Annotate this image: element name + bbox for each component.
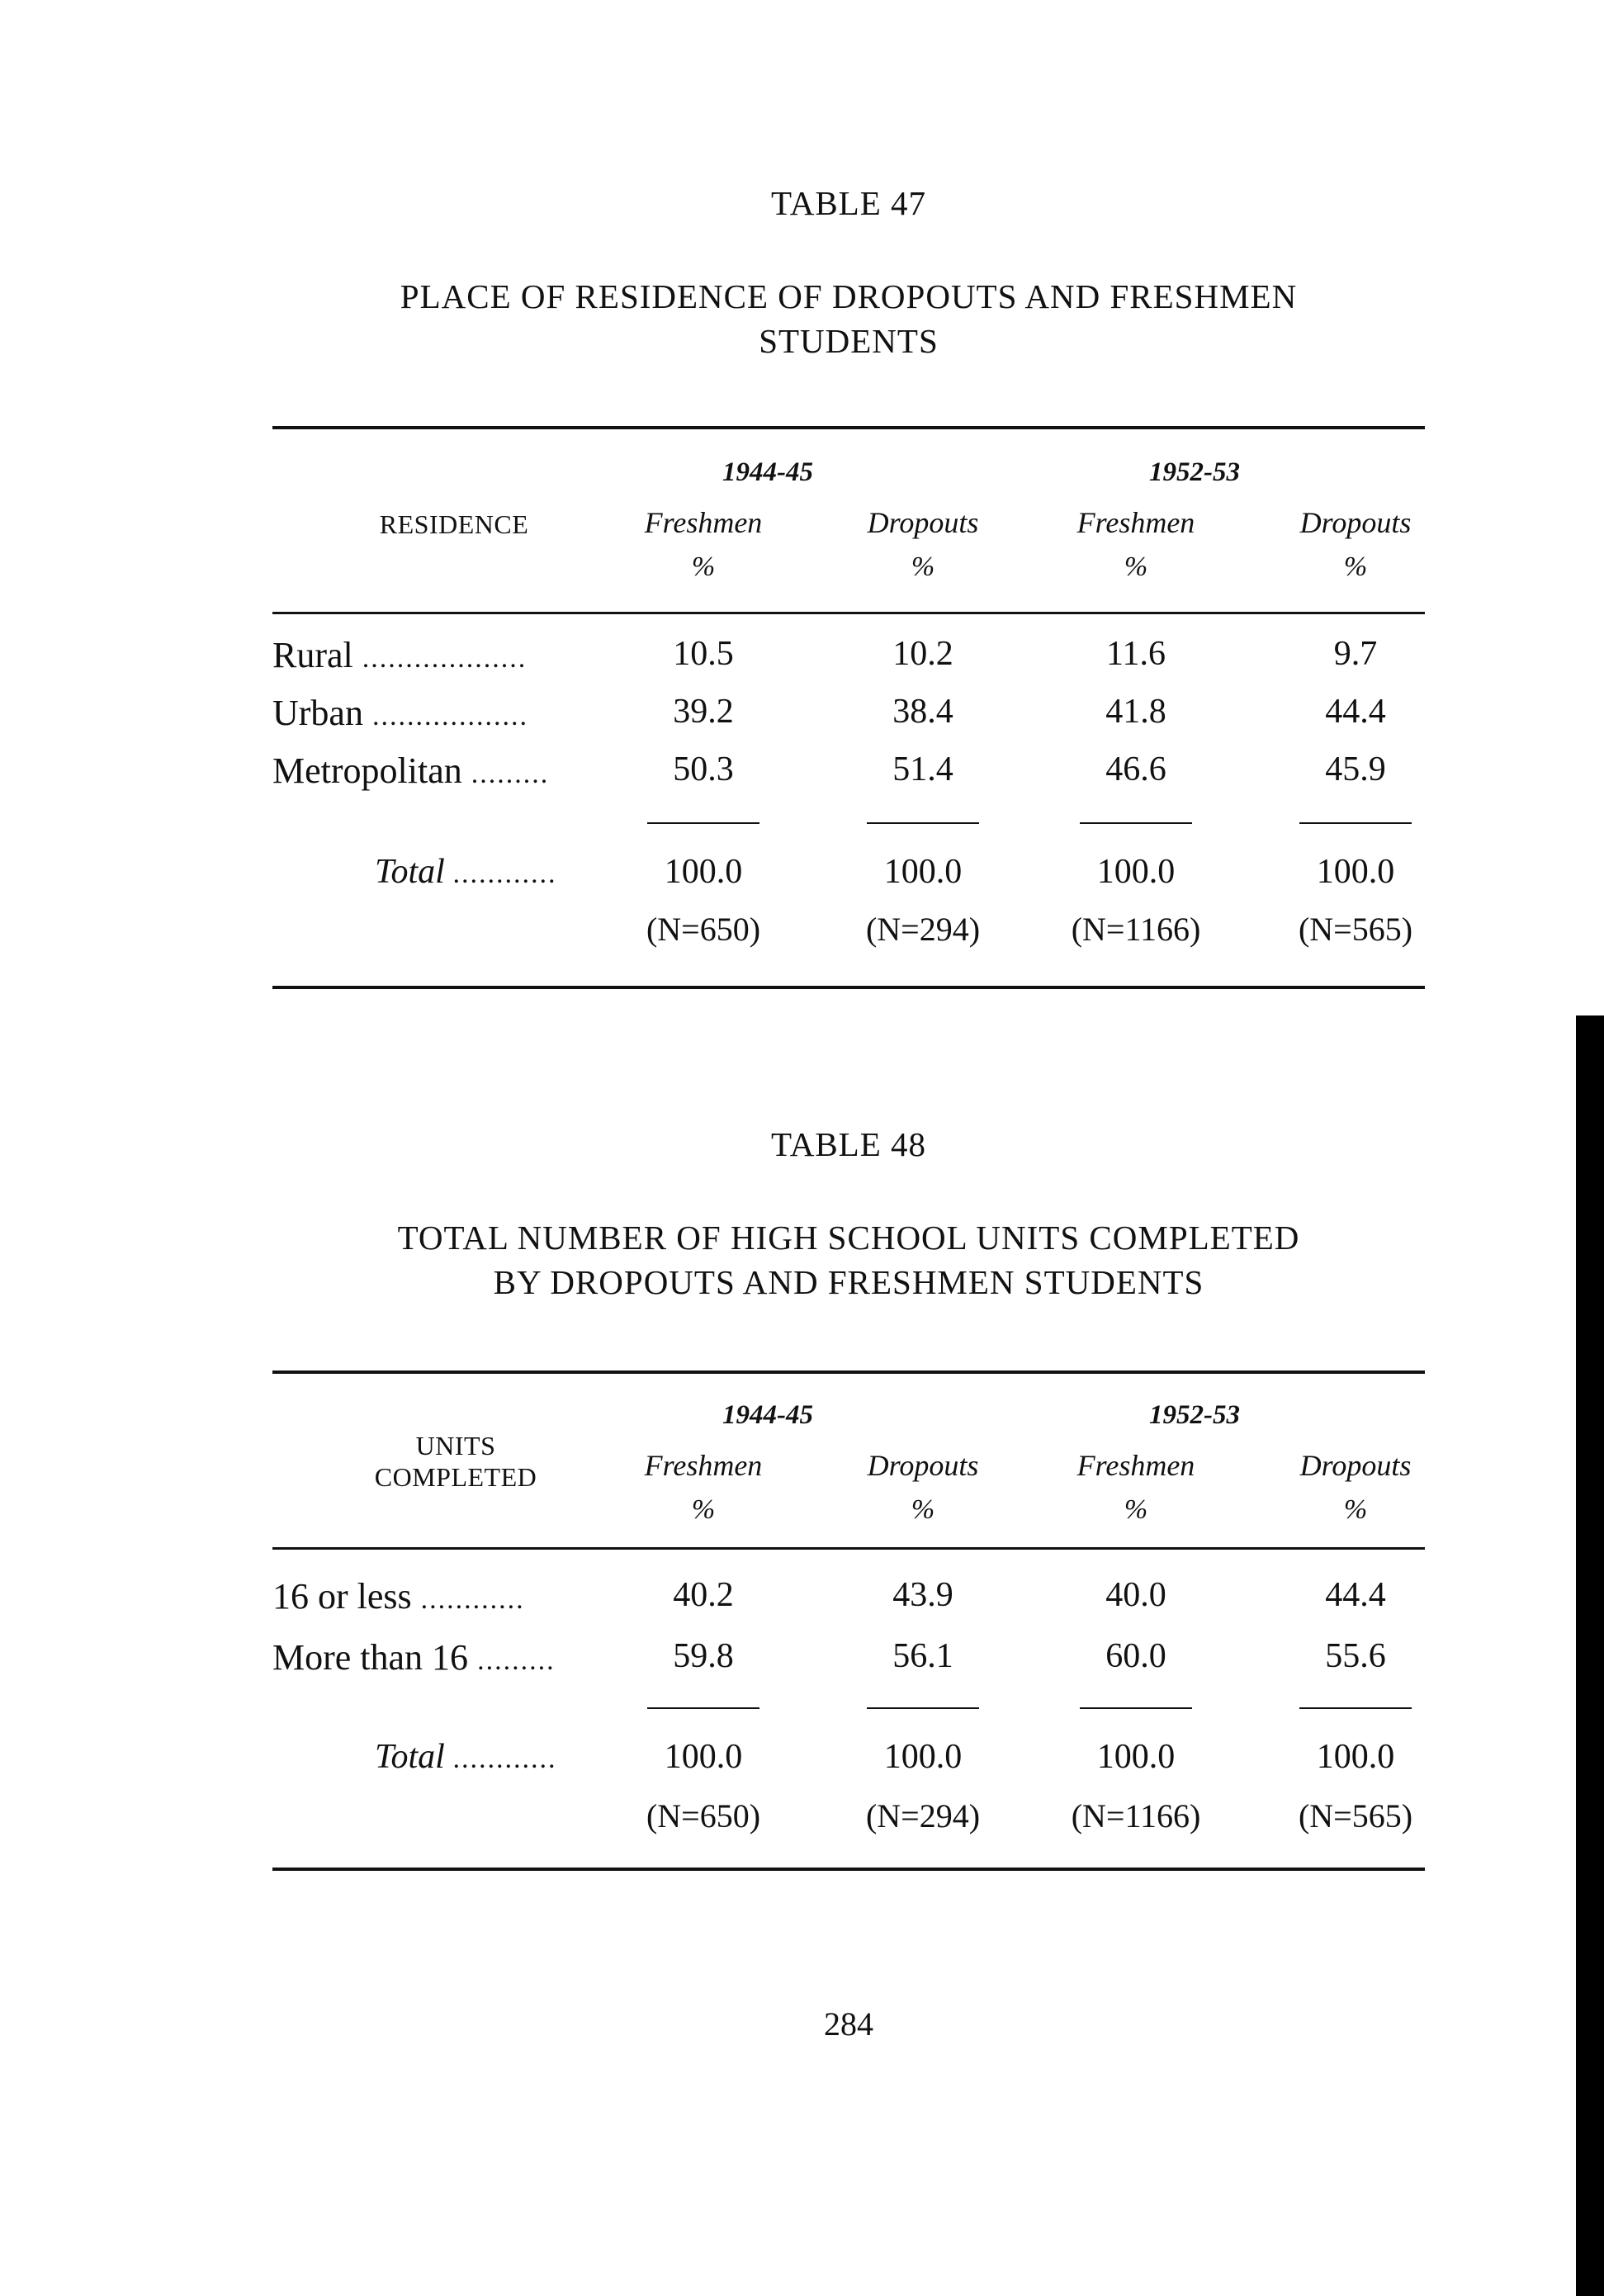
row-header bbox=[324, 1430, 588, 1493]
table-title bbox=[272, 274, 1425, 363]
n-row bbox=[272, 1797, 1425, 1846]
top-rule bbox=[272, 1370, 1425, 1374]
table-cell: 40.0 bbox=[1105, 1576, 1166, 1614]
table-title bbox=[272, 1215, 1425, 1304]
table-title-line: TOTAL NUMBER OF HIGH SCHOOL UNITS COMPLETED bbox=[397, 1219, 1300, 1257]
sum-line bbox=[647, 822, 759, 824]
table-48-body bbox=[272, 1370, 1425, 1878]
table-cell: 38.4 bbox=[892, 693, 953, 731]
table-row bbox=[272, 1636, 1425, 1686]
table-47-body bbox=[272, 426, 1425, 996]
table-label: TABLE 48 bbox=[770, 1125, 927, 1163]
percent-label: % bbox=[911, 552, 935, 582]
table-cell: 41.8 bbox=[1105, 693, 1166, 731]
total-cell: 100.0 bbox=[883, 853, 963, 891]
header-rule bbox=[272, 612, 1425, 614]
page-number: 284 bbox=[824, 2005, 873, 2043]
column-header: Dropouts bbox=[1299, 1449, 1412, 1482]
table-cell: 46.6 bbox=[1105, 750, 1166, 788]
bottom-rule bbox=[272, 986, 1425, 989]
column-header: Freshmen bbox=[644, 506, 763, 539]
sample-size: (N=294) bbox=[865, 911, 981, 948]
sum-line bbox=[1299, 1707, 1412, 1709]
sum-line bbox=[647, 1707, 759, 1709]
n-row bbox=[272, 910, 1425, 959]
percent-label: % bbox=[691, 1494, 716, 1525]
total-cell: 100.0 bbox=[1316, 853, 1395, 891]
sample-size: (N=650) bbox=[646, 1797, 761, 1834]
row-label: Rural ................... bbox=[272, 635, 528, 675]
table-cell: 55.6 bbox=[1325, 1637, 1386, 1675]
year-header: 1952-53 bbox=[1149, 1400, 1240, 1430]
table-title-line: PLACE OF RESIDENCE OF DROPOUTS AND FRESHMEN bbox=[400, 277, 1298, 315]
sample-size: (N=565) bbox=[1298, 911, 1413, 948]
table-cell: 50.3 bbox=[673, 750, 734, 788]
table-48 bbox=[272, 1124, 1425, 1304]
table-cell: 9.7 bbox=[1333, 635, 1378, 673]
total-cell: 100.0 bbox=[664, 1738, 743, 1776]
table-row bbox=[272, 634, 1425, 684]
sum-line bbox=[867, 822, 979, 824]
table-cell: 10.5 bbox=[673, 635, 734, 673]
row-label: Metropolitan ......... bbox=[272, 750, 550, 791]
total-cell: 100.0 bbox=[1096, 853, 1176, 891]
sample-size: (N=294) bbox=[865, 1797, 981, 1834]
column-header: Dropouts bbox=[867, 506, 979, 539]
table-cell: 39.2 bbox=[673, 693, 734, 731]
row-header-line: UNITS bbox=[415, 1431, 496, 1460]
percent-label: % bbox=[1124, 552, 1148, 582]
row-label: 16 or less ............ bbox=[272, 1576, 525, 1617]
leader-dots: ............ bbox=[420, 1584, 525, 1615]
row-header: RESIDENCE bbox=[379, 509, 529, 539]
table-cell: 51.4 bbox=[892, 750, 953, 788]
table-row bbox=[272, 750, 1425, 799]
total-label: Total ............ bbox=[375, 853, 558, 891]
total-row bbox=[272, 852, 1425, 902]
leader-dots: ............ bbox=[453, 859, 558, 889]
sum-line bbox=[1080, 1707, 1192, 1709]
column-header: Freshmen bbox=[1076, 506, 1195, 539]
total-label: Total ............ bbox=[375, 1738, 558, 1776]
table-cell: 59.8 bbox=[673, 1637, 734, 1675]
total-row bbox=[272, 1737, 1425, 1787]
total-cell: 100.0 bbox=[1316, 1738, 1395, 1776]
page-edge-shadow bbox=[1576, 1015, 1604, 2296]
table-cell: 44.4 bbox=[1325, 1576, 1386, 1614]
table-47 bbox=[272, 183, 1425, 363]
column-header: Dropouts bbox=[1299, 506, 1412, 539]
table-cell: 45.9 bbox=[1325, 750, 1386, 788]
sample-size: (N=565) bbox=[1298, 1797, 1413, 1834]
column-header: Freshmen bbox=[1076, 1449, 1195, 1482]
table-title-line: STUDENTS bbox=[759, 322, 939, 360]
table-row bbox=[272, 692, 1425, 741]
percent-label: % bbox=[1343, 1494, 1368, 1525]
leader-dots: ......... bbox=[477, 1645, 556, 1676]
sample-size: (N=1166) bbox=[1071, 1797, 1201, 1834]
table-cell: 44.4 bbox=[1325, 693, 1386, 731]
percent-label: % bbox=[691, 552, 716, 582]
leader-dots: ................... bbox=[362, 643, 528, 674]
total-cell: 100.0 bbox=[664, 853, 743, 891]
row-label: Urban .................. bbox=[272, 693, 528, 733]
percent-label: % bbox=[911, 1494, 935, 1525]
table-cell: 56.1 bbox=[892, 1637, 953, 1675]
leader-dots: ......... bbox=[471, 759, 550, 789]
bottom-rule bbox=[272, 1868, 1425, 1871]
percent-label: % bbox=[1343, 552, 1368, 582]
table-label: TABLE 47 bbox=[770, 184, 927, 222]
table-cell: 10.2 bbox=[892, 635, 953, 673]
top-rule bbox=[272, 426, 1425, 429]
table-cell: 60.0 bbox=[1105, 1637, 1166, 1675]
table-cell: 43.9 bbox=[892, 1576, 953, 1614]
table-title-line: BY DROPOUTS AND FRESHMEN STUDENTS bbox=[493, 1263, 1204, 1301]
header-rule bbox=[272, 1547, 1425, 1550]
leader-dots: ............ bbox=[453, 1744, 558, 1774]
row-label: More than 16 ......... bbox=[272, 1637, 556, 1678]
year-header: 1944-45 bbox=[722, 1400, 813, 1430]
sample-size: (N=1166) bbox=[1071, 911, 1201, 948]
table-row bbox=[272, 1575, 1425, 1625]
table-cell: 40.2 bbox=[673, 1576, 734, 1614]
percent-label: % bbox=[1124, 1494, 1148, 1525]
column-header: Dropouts bbox=[867, 1449, 979, 1482]
sample-size: (N=650) bbox=[646, 911, 761, 948]
row-header-line: COMPLETED bbox=[374, 1462, 537, 1492]
sum-line bbox=[1299, 822, 1412, 824]
total-cell: 100.0 bbox=[1096, 1738, 1176, 1776]
total-cell: 100.0 bbox=[883, 1738, 963, 1776]
year-header: 1952-53 bbox=[1149, 457, 1240, 487]
table-cell: 11.6 bbox=[1106, 635, 1166, 673]
column-header: Freshmen bbox=[644, 1449, 763, 1482]
sum-line bbox=[1080, 822, 1192, 824]
sum-line bbox=[867, 1707, 979, 1709]
leader-dots: .................. bbox=[371, 701, 528, 731]
year-header: 1944-45 bbox=[722, 457, 813, 487]
